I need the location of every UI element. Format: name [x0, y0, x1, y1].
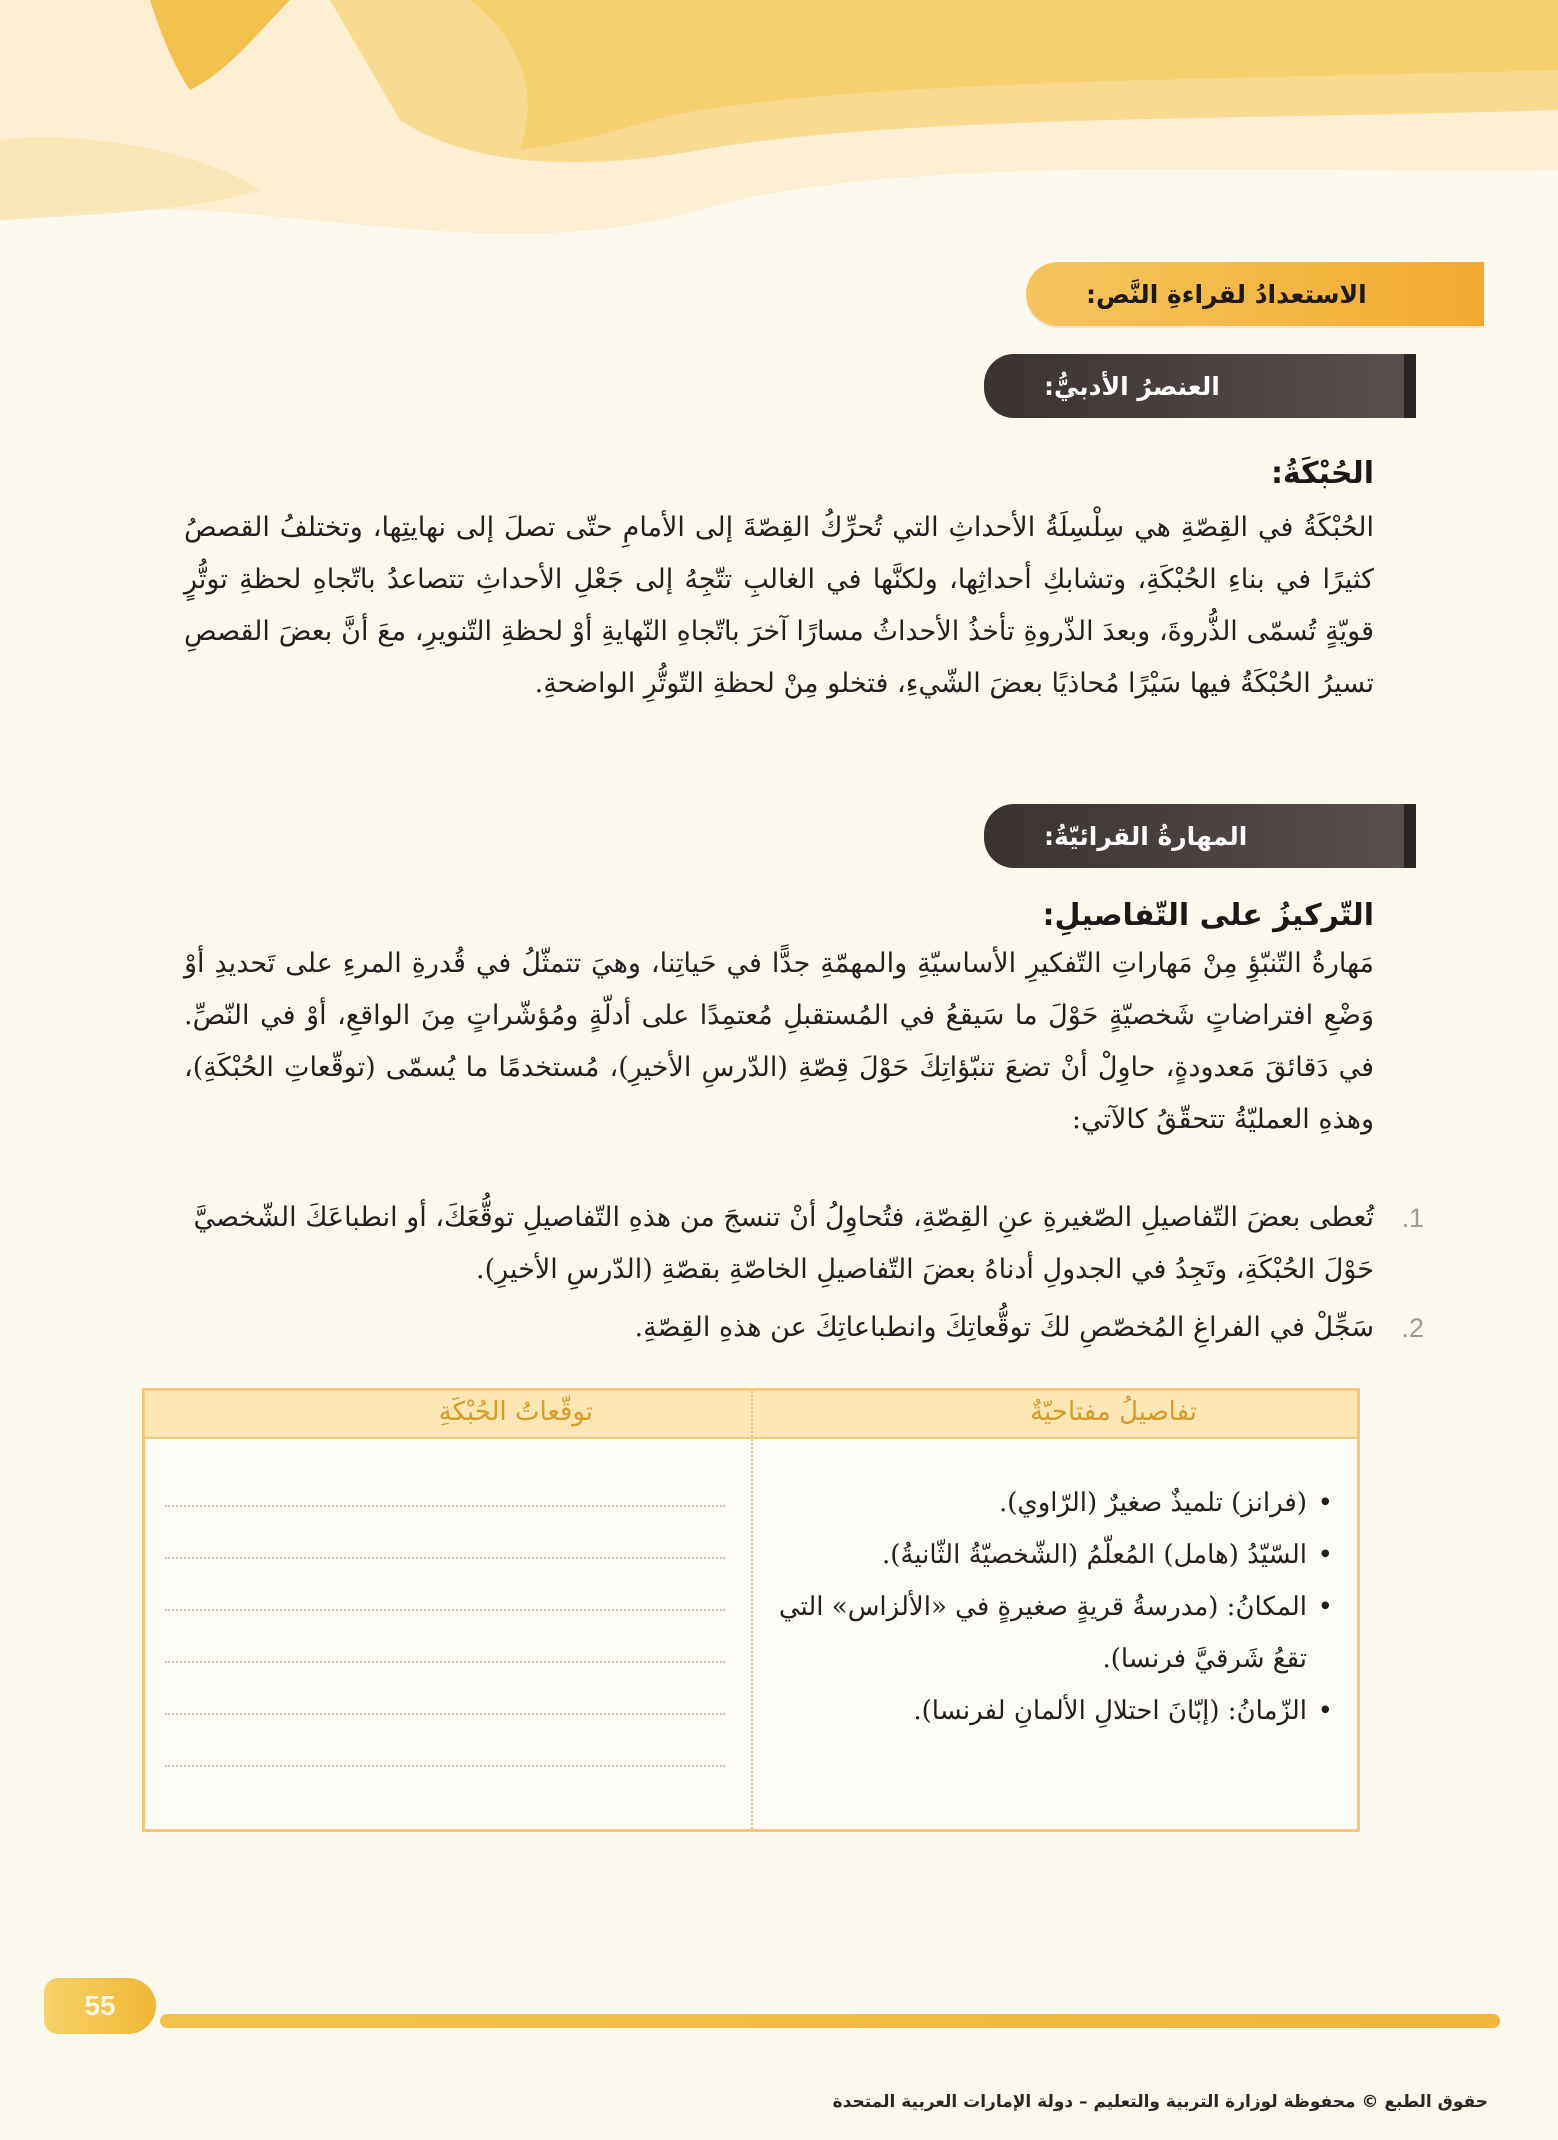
step-item-2 [184, 1302, 1424, 1354]
plot-heading: الحُبْكَةُ: [1270, 456, 1374, 491]
plot-paragraph: الحُبْكَةُ في القِصّةِ هي سِلْسِلَةُ الأحداثِ التي تُحرِّكُ القِصّةَ إلى الأمامِ حتّى تصلَ إلى نهايتِها، وتختلفُ القصصُ كثيرًا في بناءِ الحُبْكَةِ، وتشابكِ أحداثِها، ولكنَّها في الغالبِ تتّجِهُ إلى جَعْلِ الأحداثِ تتصاعدُ باتّجاهِ لحظةِ توتُّرٍ قويّةٍ تُسمّى الذُّروةَ، وبعدَ الذّروةِ تأخذُ الأحداثُ مسارًا آخرَ باتّجاهِ النّهايةِ أوْ لحظةِ التّنويرِ، معَ أنَّ بعضَ القصصِ تسيرُ الحُبْكَةُ فيها سَيْرًا مُحاذيًا بعضَ الشّيءِ، فتخلو مِنْ لحظةِ التّوتُّرِ الواضحةِ. [184, 512, 1374, 699]
step-number: 1. [1401, 1203, 1424, 1233]
list-item: • المكانُ: (مدرسةُ قريةٍ صغيرةٍ في «الألزاس» التي تقعُ شَرقيَّ فرنسا). [773, 1581, 1333, 1685]
section-title-prep: الاستعدادُ لقراءةِ النَّص: [1086, 279, 1367, 309]
footer-bar [160, 2014, 1500, 2028]
copyright-notice: حقوق الطبع © محفوظة لوزارة التربية والتعليم – دولة الإمارات العربية المتحدة [832, 2092, 1488, 2112]
section-badge-literary [984, 354, 1404, 418]
section-badge-skill [984, 804, 1404, 868]
writing-line[interactable] [165, 1765, 725, 1767]
section-badge-prep [1026, 262, 1484, 326]
column-header-predictions: توقّعاتُ الحُبْكَةِ [438, 1397, 593, 1427]
list-item: • الزّمانُ: (إبّانَ احتلالِ الألمانِ لفرنسا). [773, 1685, 1333, 1737]
section-title-literary: العنصرُ الأدبيُّ: [1044, 371, 1220, 401]
writing-line[interactable] [165, 1609, 725, 1611]
column-header-details: تفاصيلُ مفتاحيّةٌ [1030, 1397, 1197, 1427]
writing-line[interactable] [165, 1713, 725, 1715]
focus-heading: التّركيزُ على التّفاصيلِ: [1042, 898, 1374, 933]
step-item-1 [184, 1192, 1424, 1296]
step-number: 2. [1401, 1313, 1424, 1343]
page-number: 55 [44, 1978, 156, 2034]
writing-line[interactable] [165, 1505, 725, 1507]
step-text: سَجِّلْ في الفراغِ المُخصّصِ لكَ توقُّعاتِكَ وانطباعاتِكَ عن هذهِ القِصّةِ. [634, 1312, 1374, 1343]
writing-line[interactable] [165, 1557, 725, 1559]
writing-line[interactable] [165, 1661, 725, 1663]
section-title-skill: المهارةُ القرائيّةُ: [1044, 821, 1248, 851]
column-divider [751, 1391, 753, 1829]
decorative-banner [0, 0, 1558, 260]
details-list [773, 1477, 1333, 1737]
plot-predictions-table [142, 1388, 1360, 1832]
focus-paragraph: مَهارةُ التّنبّؤِ مِنْ مَهاراتِ التّفكيرِ الأساسيّةِ والمهمّةِ جدًّا في حَياتِنا، وهيَ تتمثّلُ في قُدرةِ المرءِ على تَحديدِ أوْ وَضْعِ افتراضاتٍ شَخصيّةٍ حَوْلَ ما سَيقعُ في المُستقبلِ مُعتمِدًا على أدلّةٍ ومُؤشّراتٍ مِنَ الواقعِ، أوْ في النّصِّ. في دَقائقَ مَعدودةٍ، حاوِلْ أنْ تضعَ تنبّؤاتِكَ حَوْلَ قِصّةِ (الدّرسِ الأخيرِ)، مُستخدمًا ما يُسمّى (توقّعاتِ الحُبْكَةِ)، وهذهِ العمليّةُ تتحقّقُ كالآتي: [184, 948, 1374, 1135]
list-item: • (فرانز) تلميذٌ صغيرٌ (الرّاوي). [773, 1477, 1333, 1529]
step-text: تُعطى بعضَ التّفاصيلِ الصّغيرةِ عنِ القِصّةِ، فتُحاوِلُ أنْ تنسجَ من هذهِ التّفاصيلِ توقُّعَكَ، أو انطباعَكَ الشّخصيَّ حَوْلَ الحُبْكَةِ، وتَجِدُ في الجدولِ أدناهُ بعضَ التّفاصيلِ الخاصّةِ بقصّةِ (الدّرسِ الأخيرِ). [193, 1202, 1374, 1285]
list-item: • السّيّدُ (هامل) المُعلّمُ (الشّخصيّةُ الثّانيةُ). [773, 1529, 1333, 1581]
